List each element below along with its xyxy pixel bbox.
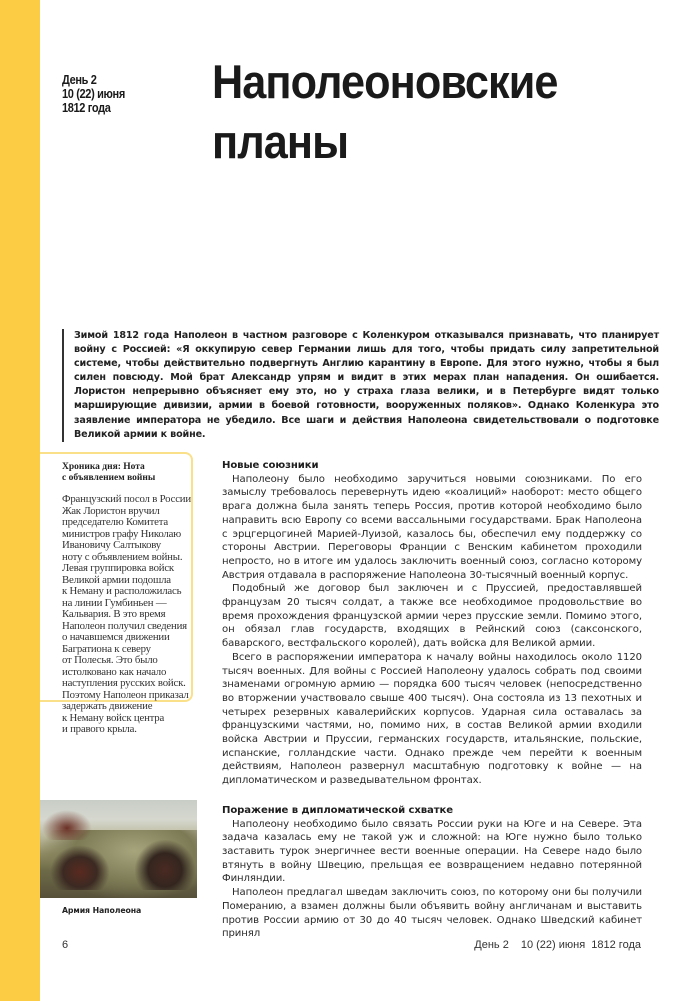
day-date: 10 (22) июня — [62, 87, 125, 101]
section-diplomatic-defeat — [222, 804, 642, 941]
image-caption: Армия Наполеона — [62, 906, 142, 915]
day-number: День 2 — [62, 73, 97, 87]
chronicle-sidebar — [40, 452, 193, 735]
sidebar-line: Кальвария. В это время — [62, 608, 166, 620]
section-heading: Новые союзники — [222, 460, 319, 471]
day-year: 1812 года — [62, 101, 111, 115]
paragraph: Наполеону необходимо было связать России руки на Юге и на Севере. Эта задача казалась ему не такой уж и сложной: на Юге нужно было только заставить турок энергичнее вести военные операции. На Севере надо было втянуть в войну Швецию, прельщая ее возвращением недавно потерянной Финляндии. — [222, 818, 642, 885]
page-title — [212, 52, 558, 172]
sidebar-line: ноту с объявлением войны. — [62, 550, 183, 563]
napoleon-army-painting — [40, 800, 197, 898]
day-label — [62, 73, 125, 115]
sidebar-line: наступления русских войск. — [62, 677, 186, 689]
sidebar-line: о начавшемся движении — [62, 631, 170, 643]
sidebar-line: к Неману и расположилась — [62, 585, 182, 597]
sidebar-line: Багратиона к северу — [62, 642, 151, 655]
running-footer — [474, 939, 641, 951]
sidebar-line: Французский посол в России — [62, 493, 191, 505]
intro-lead-paragraph: Зимой 1812 года Наполеон в частном разговоре с Коленкуром отказывался признавать, что планирует войну с Россией: «Я оккупирую север Германии лишь для того, чтобы придать силу запретительной системе, чтобы действительно подвергнуть Англию карантину в Европе. Для этого нужно, чтобы я был силен повсюду. Мой брат Александр упрям и видит в этих мерах план нападения. Он ошибается. Лористон непрерывно объясняет ему это, но у страха глаза велики, и в Петербурге видят только марширующие дивизии, армии в боевой готовности, вооруженных поляков». Однако Коленкура это заявление императора не убедило. Все шаги и действия Наполеона свидетельствовали о подготовке Великой армии к войне. — [62, 329, 659, 442]
sidebar-line: на линии Гумбиньен — — [62, 596, 167, 609]
page-title-line-2: планы — [212, 115, 349, 168]
running-footer-date: 10 (22) июня 1812 года — [520, 939, 641, 951]
sidebar-line: председателю Комитета — [62, 516, 168, 528]
sidebar-line: и правого крыла. — [62, 723, 137, 735]
painting-infantry-right — [135, 840, 195, 890]
sidebar-line: Левая группировка войск — [62, 562, 174, 574]
sidebar-line: от Полесья. Это было — [62, 654, 158, 666]
running-footer-day: День 2 — [474, 939, 509, 951]
chronicle-sidebar-text — [62, 494, 192, 736]
sidebar-line: министров графу Николаю — [62, 527, 182, 540]
sidebar-heading-line: с объявлением войны — [62, 473, 156, 483]
section-heading: Поражение в дипломатической схватке — [222, 804, 453, 816]
sidebar-line: задержать движение — [62, 700, 153, 712]
paragraph: Подобный же договор был заключен и с Пруссией, предоставлявшей французам 20 тысяч солдат, а также все необходимое продовольствие во время прохождения французской армии через прусские земли. Помимо этого, он обязал глав государств, входящих в Рейнский союз (саксонского, баварского, вестфальского королей), дать войска для Великой армии. — [222, 583, 642, 650]
painting-cavalry — [42, 810, 92, 840]
page-number: 6 — [62, 939, 69, 951]
sidebar-line: Поэтому Наполеон приказал — [62, 688, 189, 701]
accent-color-bar — [0, 0, 40, 1001]
sidebar-line: Великой армии подошла — [62, 573, 171, 586]
section-new-allies — [222, 459, 642, 788]
sidebar-line: Наполеон получил сведения — [62, 619, 187, 632]
sidebar-line: Ивановичу Салтыкову — [62, 539, 161, 551]
painting-infantry-left — [50, 845, 110, 890]
sidebar-line: истолковано как начало — [62, 665, 167, 678]
paragraph: Наполеон предлагал шведам заключить союз, по которому они бы получили Померанию, а взамен должны были объявить войну англичанам и выставить против России армию от 30 до 40 тысяч человек. Однако Шведский кабинет принял — [222, 887, 642, 940]
page-title-line-1: Наполеоновские — [212, 55, 558, 108]
sidebar-heading-line: Хроника дня: Нота — [62, 462, 145, 472]
sidebar-line: Жак Лористон вручил — [62, 504, 160, 517]
paragraph: Наполеону было необходимо заручиться новыми союзниками. По его замыслу требовалось перевернуть идею «коалиций» наоборот: место общего врага должна была занять теперь Россия, против которой необходимо было направить всю Европу со всеми вассальными государствами. Брак Наполеона с эрцгерцогиней Марией-Луизой, казалось бы, обеспечил ему поддержку со стороны Австрии. Переговоры Франции с Венским кабинетом проходили непросто, но в итоге им удалось заключить военный союз, согласно которому Австрия отдавала в распоряжение Наполеона 30-тысячный военный корпус. — [222, 473, 642, 581]
sidebar-line: к Неману войск центра — [62, 711, 165, 724]
paragraph: Всего в распоряжении императора к началу войны находилось около 1120 тысяч военных. Для войны с Россией Наполеону удалось собрать под своими знаменами огромную армию — порядка 600 тысяч человек (непосредственно во вторжении участвовало свыше 400 тысяч). Она состояла из 13 пехотных и четырех резервных кавалерийских корпусов. Ударная сила оставалась за французскими частями, но, помимо них, в состав Великой армии входили войска Австрии и Пруссии, германских государств, итальянские, польские, испанские, голландские части. Однако прежде чем перейти к военным действиям, Наполеон развернул масштабную подготовку к войне — на дипломатическом и разведывательном фронтах. — [222, 651, 642, 787]
chronicle-sidebar-heading — [62, 462, 192, 484]
main-article-column — [222, 459, 642, 941]
